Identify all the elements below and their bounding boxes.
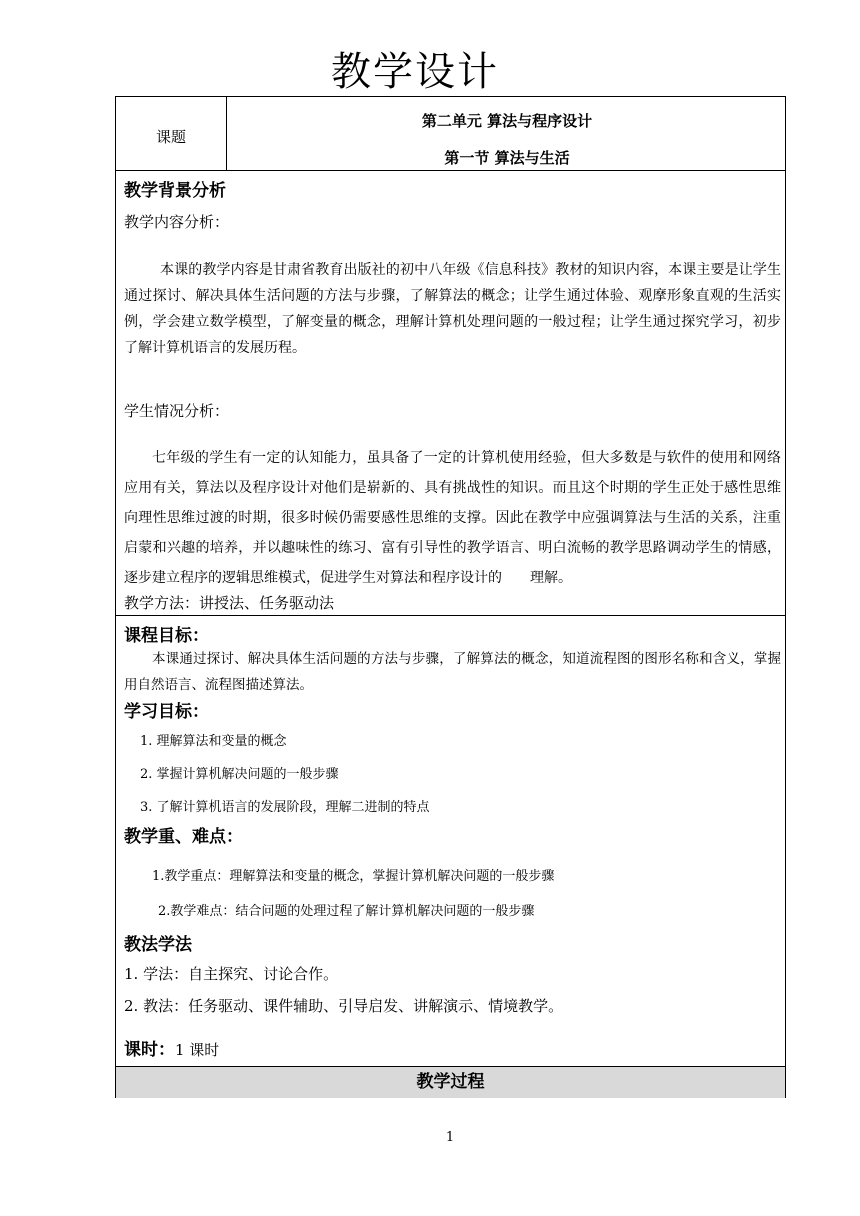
- page-number: 1: [445, 1130, 455, 1145]
- background-row-line: [116, 615, 785, 616]
- learning-method: 1. 学法：自主探究、讨论合作。: [124, 965, 339, 983]
- topic-label: 课题: [155, 128, 186, 146]
- learning-goals-heading: 学习目标：: [124, 702, 209, 722]
- key-points-heading: 教学重、难点：: [124, 827, 243, 847]
- learning-goal-item: 1. 理解算法和变量的概念: [140, 734, 287, 749]
- methods-heading: 教法学法: [124, 935, 192, 955]
- key-point: 1.教学重点：理解算法和变量的概念，掌握计算机解决问题的一般步骤: [152, 869, 555, 884]
- header-row-line: [116, 170, 785, 171]
- learning-goal-item: 3. 了解计算机语言的发展阶段，理解二进制的特点: [140, 800, 430, 815]
- content-analysis-text: 本课的教学内容是甘肃省教育出版社的初中八年级《信息科技》教材的知识内容，本课主要是让学生通过探讨、解决具体生活问题的方法与步骤，了解算法的概念；让学生通过体验、观摩形象直观的生活实例，学会建立数学模型，了解变量的概念，理解计算机处理问题的一般过程；让学生通过探究学习，初步了解计算机语言的发展历程。: [124, 262, 781, 356]
- learning-goal-item: 2. 掌握计算机解决问题的一般步骤: [140, 767, 339, 782]
- class-period-value: 1 课时: [175, 1041, 220, 1059]
- class-period: [124, 1035, 219, 1060]
- student-analysis-text: 七年级的学生有一定的认知能力，虽具备了一定的计算机使用经验，但大多数是与软件的使用和网络应用有关，算法以及程序设计对他们是崭新的、具有挑战性的知识。而且这个时期的学生正处于感性思维向理性思维过渡的时期，很多时候仍需要感性思维的支撑。因此在教学中应强调算法与生活的关系，注重启蒙和兴趣的培养，并以趣味性的练习、富有引导性的教学语言、明白流畅的教学思路调动学生的情感，逐步建立程序的逻辑思维模式，促进学生对算法和程序设计的 理解。: [124, 450, 781, 586]
- process-section: [116, 1067, 785, 1098]
- class-period-label: 课时：: [124, 1040, 175, 1060]
- course-goal-heading: 课程目标：: [124, 626, 209, 646]
- unit-title: 第二单元 算法与程序设计: [421, 112, 593, 130]
- background-heading: 教学背景分析: [124, 181, 226, 201]
- course-goal-text: 本课通过探讨、解决具体生活问题的方法与步骤，了解算法的概念，知道流程图的图形名称和含义，掌握用自然语言、流程图描述算法。: [124, 651, 781, 693]
- process-title: 教学过程: [416, 1072, 485, 1092]
- teaching-method: 教学方法：讲授法、任务驱动法: [124, 594, 335, 612]
- section-title: 第一节 算法与生活: [444, 149, 570, 167]
- content-analysis-label: 教学内容分析：: [124, 213, 230, 231]
- student-analysis-label: 学生情况分析：: [124, 402, 230, 420]
- document-title: 教学设计: [331, 49, 499, 95]
- teaching-approach: 2. 教法：任务驱动、课件辅助、引导启发、讲解演示、情境教学。: [124, 997, 564, 1015]
- lesson-plan-table: [115, 96, 786, 1098]
- difficult-point: 2.教学难点：结合问题的处理过程了解计算机解决问题的一般步骤: [158, 904, 535, 919]
